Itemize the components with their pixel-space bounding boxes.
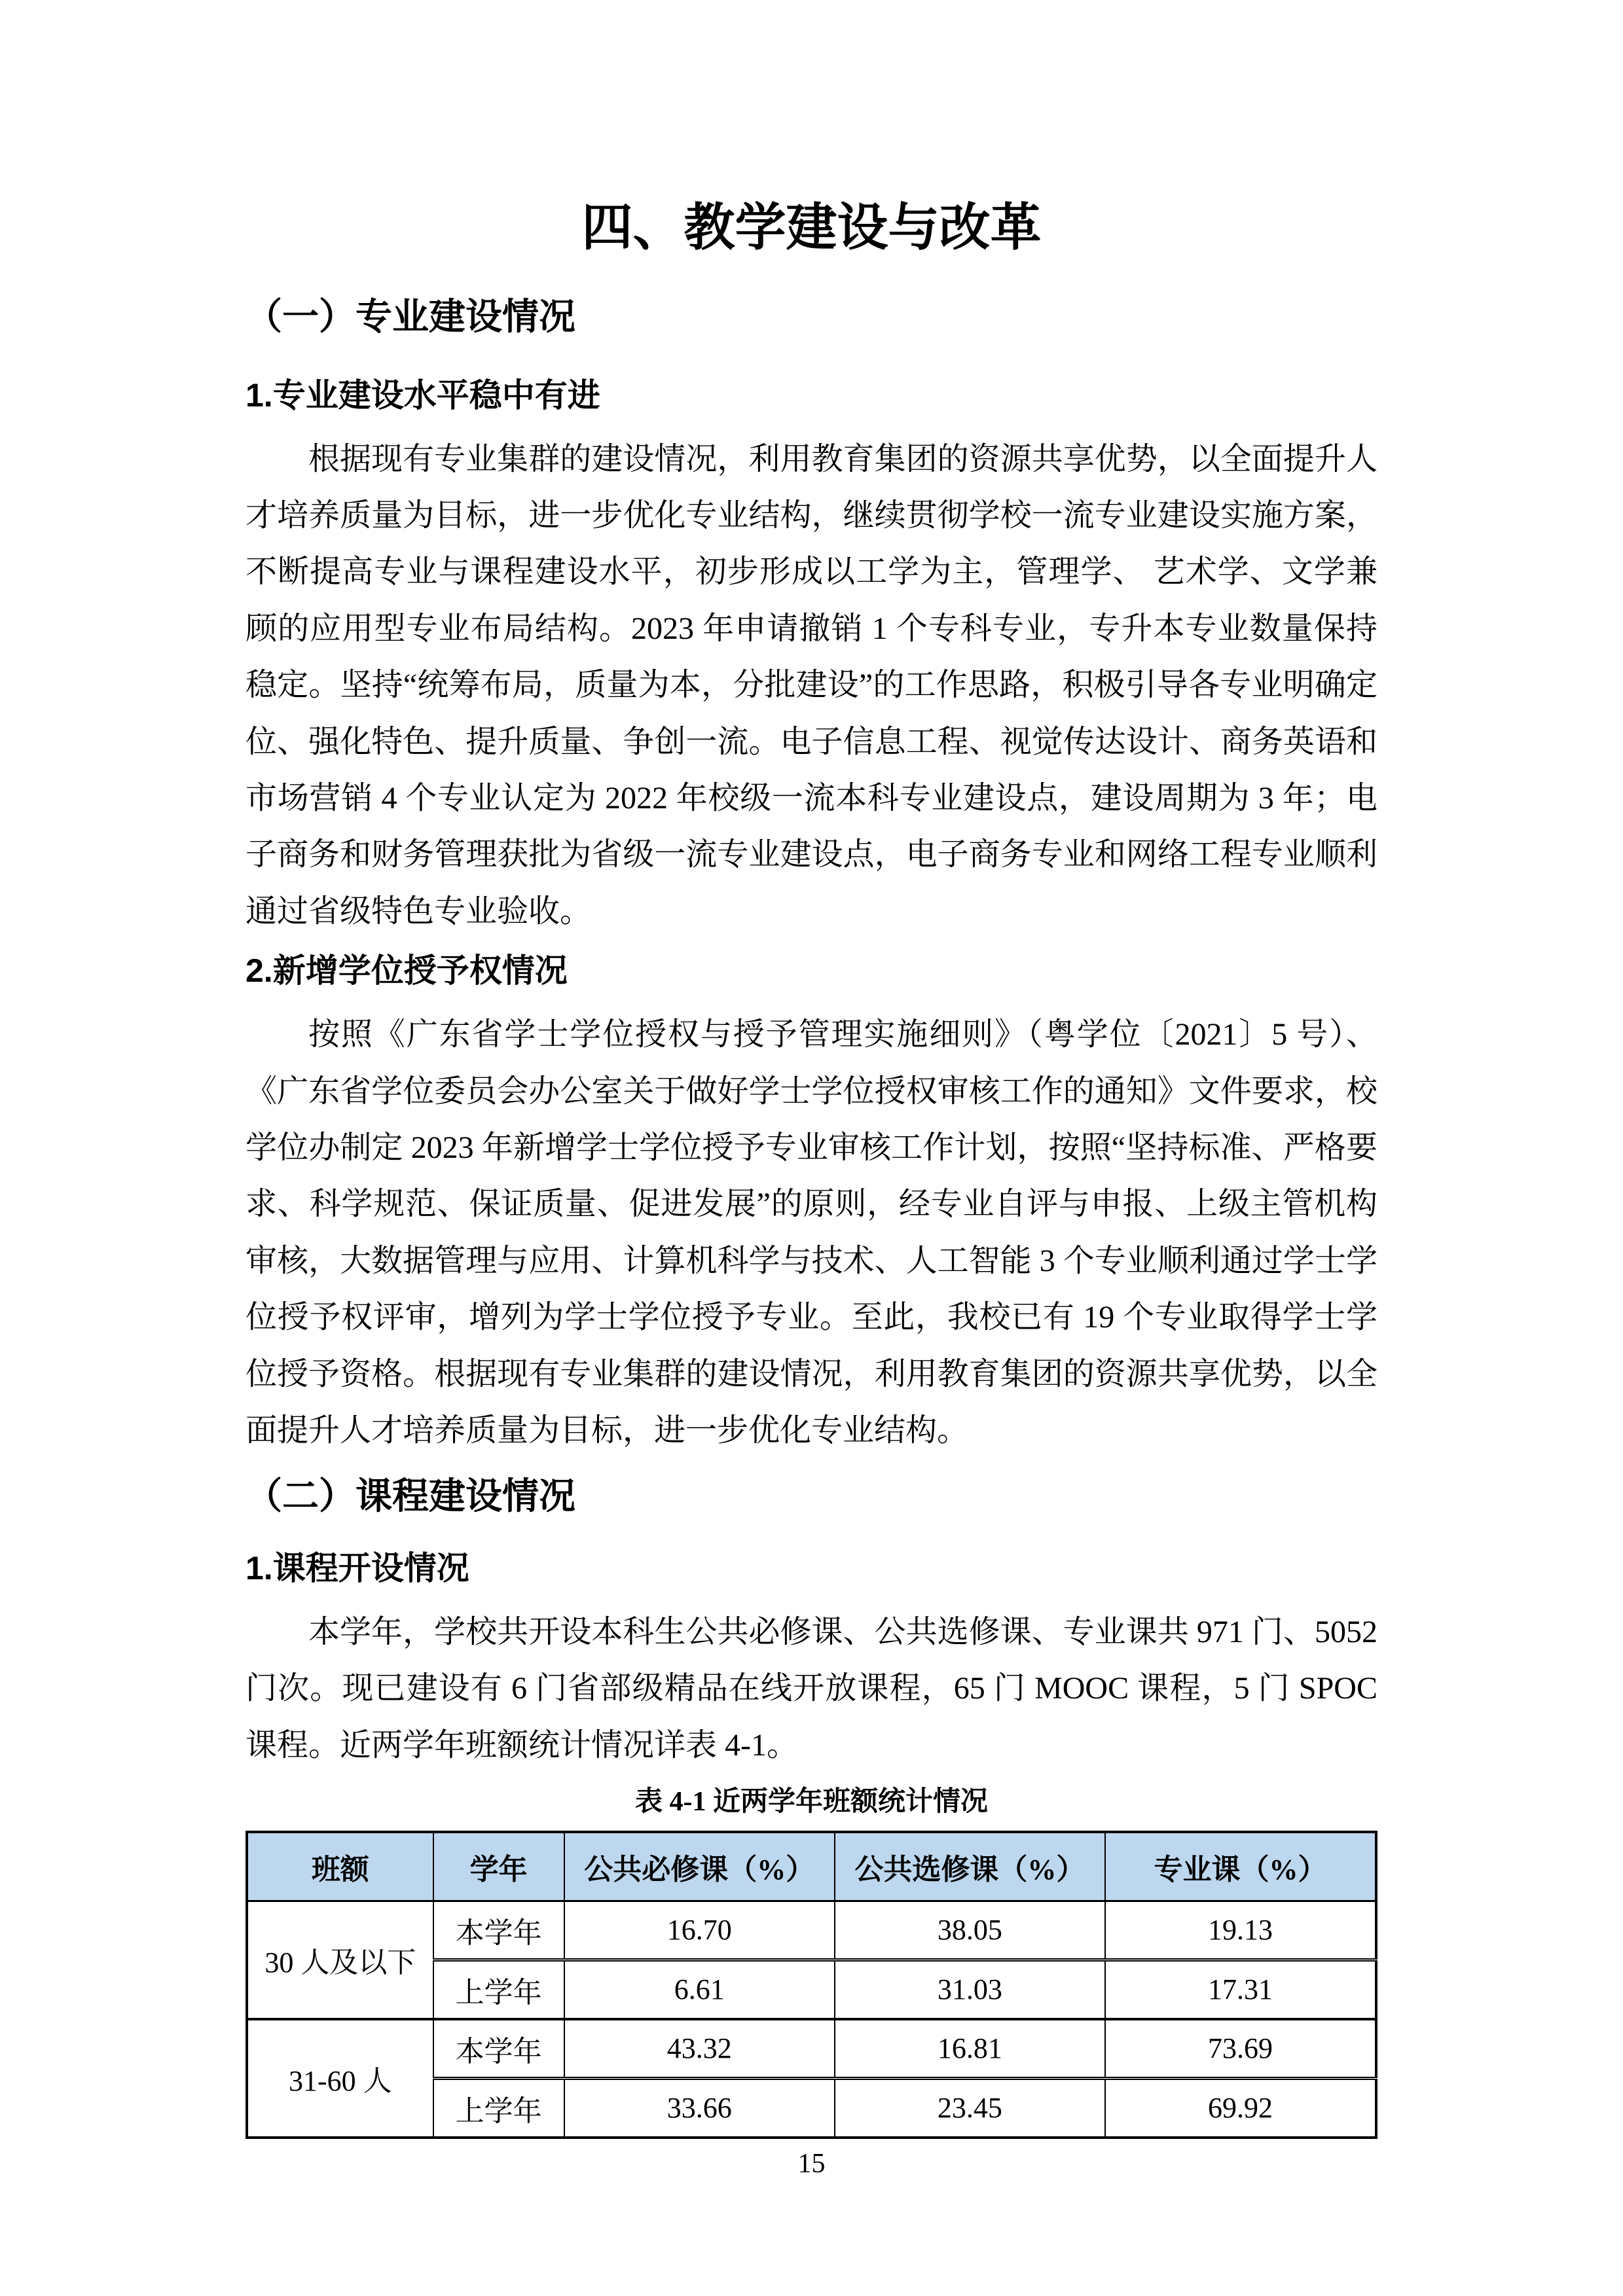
value-cell: 33.66 bbox=[564, 2078, 835, 2138]
value-cell: 16.70 bbox=[564, 1901, 835, 1960]
table-row bbox=[247, 1901, 1376, 1960]
page-title: 四、教学建设与改革 bbox=[581, 198, 1042, 256]
page-number: 15 bbox=[797, 2149, 826, 2179]
header-cell-public-required: 公共必修课（%） bbox=[564, 1832, 835, 1901]
value-cell: 69.92 bbox=[1105, 2078, 1376, 2138]
header-cell-class-size: 班额 bbox=[247, 1832, 433, 1901]
group-label-cell: 31-60 人 bbox=[247, 2019, 433, 2138]
header-cell-school-year: 学年 bbox=[433, 1832, 564, 1901]
group-label-cell: 30 人及以下 bbox=[247, 1901, 433, 2019]
header-cell-public-elective: 公共选修课（%） bbox=[835, 1832, 1105, 1901]
value-cell: 16.81 bbox=[835, 2019, 1105, 2079]
table-header-row bbox=[247, 1832, 1376, 1901]
table-row bbox=[247, 2019, 1376, 2079]
paragraph-major-construction: 根据现有专业集群的建设情况，利用教育集团的资源共享优势，以全面提升人才培养质量为目标，进一步优化专业结构，继续贯彻学校一流专业建设实施方案，不断提高专业与课程建设水平，初步形成以工学为主，管理学、 艺术学、文学兼顾的应用型专业布局结构。2023 年申请撤销 1 个专科专业，专升本专业数量保持稳定。坚持“统筹布局，质量为本，分批建设”的工作思路，积极引导各专业明确定位、强化特色、提升质量、争创一流。电子信息工程、视觉传达设计、商务英语和市场营销 4 个专业认定为 2022 年校级一流本科专业建设点，建设周期为 3 年；电子商务和财务管理获批为省级一流专业建设点，电子商务专业和网络工程专业顺利通过省级特色专业验收。 bbox=[246, 441, 1377, 929]
value-cell: 17.31 bbox=[1105, 1960, 1376, 2019]
paragraph-course-offering: 本学年，学校共开设本科生公共必修课、公共选修课、专业课共 971 门、5052 门次。现已建设有 6 门省部级精品在线开放课程，65 门 MOOC 课程，5 门 SPOC 课程。近两学年班额统计情况详表 4-1。 bbox=[246, 1614, 1377, 1763]
subsection-heading-1-1: 1.专业建设水平稳中有进 bbox=[246, 376, 600, 414]
value-cell: 43.32 bbox=[564, 2019, 835, 2079]
value-cell: 6.61 bbox=[564, 1960, 835, 2019]
class-size-stats-table bbox=[246, 1831, 1377, 2139]
value-cell: 23.45 bbox=[835, 2078, 1105, 2138]
year-cell: 本学年 bbox=[433, 2019, 564, 2079]
value-cell: 73.69 bbox=[1105, 2019, 1376, 2079]
value-cell: 38.05 bbox=[835, 1901, 1105, 1960]
table-caption: 表 4-1 近两学年班额统计情况 bbox=[635, 1786, 988, 1817]
year-cell: 上学年 bbox=[433, 2078, 564, 2138]
header-cell-major-course: 专业课（%） bbox=[1105, 1832, 1376, 1901]
year-cell: 上学年 bbox=[433, 1960, 564, 2019]
section-heading-2: （二）课程建设情况 bbox=[246, 1475, 575, 1517]
value-cell: 19.13 bbox=[1105, 1901, 1376, 1960]
year-cell: 本学年 bbox=[433, 1901, 564, 1960]
section-heading-1: （一）专业建设情况 bbox=[246, 296, 575, 338]
paragraph-degree-authorization: 按照《广东省学士学位授权与授予管理实施细则》（粤学位〔2021〕5 号）、《广东省学位委员会办公室关于做好学士学位授权审核工作的通知》文件要求，校学位办制定 2023 年新增学士学位授予专业审核工作计划，按照“坚持标准、严格要求、科学规范、保证质量、促进发展”的原则，经专业自评与申报、上级主管机构审核，大数据管理与应用、计算机科学与技术、人工智能 3 个专业顺利通过学士学位授予权评审，增列为学士学位授予专业。至此，我校已有 19 个专业取得学士学位授予资格。根据现有专业集群的建设情况，利用教育集团的资源共享优势，以全面提升人才培养质量为目标，进一步优化专业结构。 bbox=[246, 1017, 1377, 1448]
subsection-heading-2-1: 1.课程开设情况 bbox=[246, 1549, 469, 1587]
value-cell: 31.03 bbox=[835, 1960, 1105, 2019]
subsection-heading-1-2: 2.新增学位授予权情况 bbox=[246, 952, 568, 990]
